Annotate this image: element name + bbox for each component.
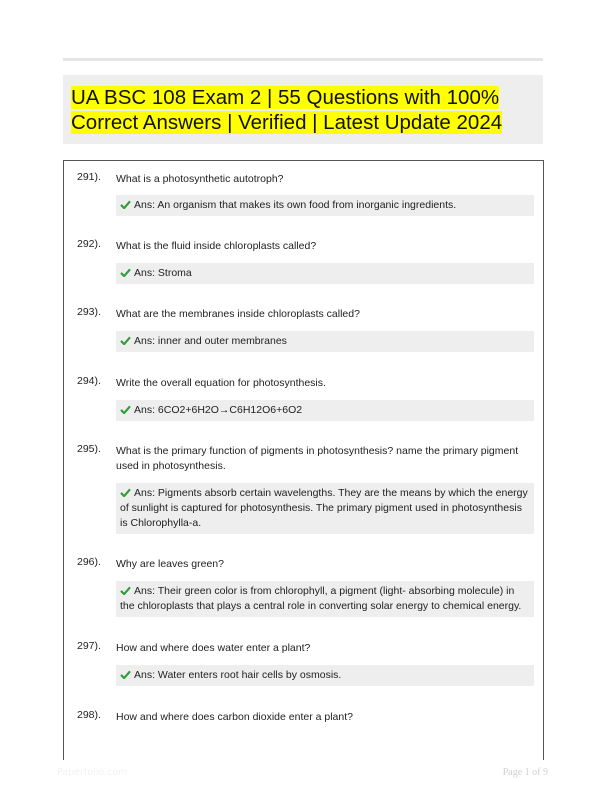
answer-box <box>116 263 534 284</box>
document-title-line-1: UA BSC 108 Exam 2 | 55 Questions with 100% <box>71 86 500 109</box>
qa-list <box>63 160 544 760</box>
question-number: 294). <box>77 375 101 387</box>
answer-text: Ans: Stroma <box>134 267 192 279</box>
question-text: What are the membranes inside chloroplasts called? <box>116 308 360 320</box>
answer-box <box>116 581 534 617</box>
answer-text: Ans: Their green color is from chlorophyll, a pigment (light- absorbing molecule) in the chloroplasts that plays a central role in converting solar energy to chemical energy. <box>120 585 522 612</box>
check-icon <box>120 200 131 209</box>
answer-text: Ans: 6CO2+6H2O→C6H12O6+6O2 <box>134 404 303 416</box>
footer-watermark: Paperfolio.com <box>57 767 128 778</box>
question-text: Why are leaves green? <box>116 558 224 570</box>
question-text: How and where does water enter a plant? <box>116 642 311 654</box>
page-indicator: Page 1 of 9 <box>502 767 548 778</box>
check-icon <box>120 488 131 497</box>
answer-text: Ans: An organism that makes its own food from inorganic ingredients. <box>134 199 457 211</box>
question-text: What is a photosynthetic autotroph? <box>116 173 284 185</box>
check-icon <box>120 586 131 595</box>
answer-box <box>116 195 534 216</box>
question-number: 293). <box>77 306 101 318</box>
answer-box <box>116 665 534 686</box>
question-text: How and where does carbon dioxide enter a plant? <box>116 711 353 723</box>
question-number: 291). <box>77 171 101 183</box>
question-number: 295). <box>77 443 101 455</box>
top-divider <box>63 58 543 61</box>
answer-text: Ans: Pigments absorb certain wavelengths. They are the means by which the energy of sunlight is captured for photosynthesis. The primary pigment used in photosynthesis is Chlorophylla-a. <box>120 487 528 529</box>
question-text: Write the overall equation for photosynthesis. <box>116 377 326 389</box>
question-number: 292). <box>77 238 101 250</box>
document-title-box <box>63 75 543 144</box>
document-title-line-2: Correct Answers | Verified | Latest Update 2024 <box>71 111 503 134</box>
check-icon <box>120 670 131 679</box>
question-number: 298). <box>77 709 101 721</box>
question-text: What is the fluid inside chloroplasts called? <box>116 240 317 252</box>
check-icon <box>120 336 131 345</box>
question-number: 296). <box>77 556 101 568</box>
answer-box <box>116 483 534 534</box>
check-icon <box>120 268 131 277</box>
answer-text: Ans: inner and outer membranes <box>134 335 287 347</box>
question-number: 297). <box>77 640 101 652</box>
answer-box <box>116 400 534 421</box>
question-text: What is the primary function of pigments in photosynthesis? name the primary pigment used in photosynthesis. <box>116 445 519 472</box>
answer-box <box>116 331 534 352</box>
check-icon <box>120 405 131 414</box>
answer-text: Ans: Water enters root hair cells by osmosis. <box>134 669 342 681</box>
